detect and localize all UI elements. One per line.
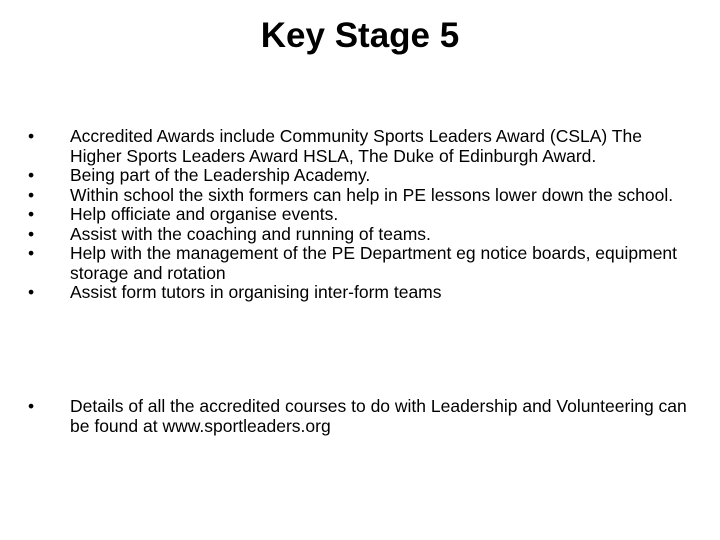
bullet-icon: • bbox=[28, 165, 35, 185]
slide-title: Key Stage 5 bbox=[260, 16, 460, 55]
bullet-icon: • bbox=[28, 396, 35, 416]
bullet-icon: • bbox=[28, 126, 35, 146]
list-item bbox=[28, 397, 688, 436]
list-item bbox=[28, 205, 688, 225]
bullet-text: Help with the management of the PE Department eg notice boards, equipment storage and rotation bbox=[70, 243, 678, 283]
footer-bullet-list bbox=[28, 397, 688, 436]
bullet-icon: • bbox=[28, 223, 35, 244]
bullet-list bbox=[28, 127, 688, 303]
bullet-text: Assist form tutors in organising inter-form teams bbox=[70, 282, 442, 302]
bullet-text: Accredited Awards include Community Sports Leaders Award (CSLA) The Higher Sports Leaders Award HSLA, The Duke of Edinburgh Award. bbox=[70, 126, 642, 166]
list-item bbox=[28, 166, 688, 186]
list-item bbox=[28, 283, 688, 303]
list-item bbox=[28, 186, 688, 206]
bullet-icon: • bbox=[28, 243, 35, 263]
bullet-text: Details of all the accredited courses to do with Leadership and Volunteering can be found at www.sportleaders.org bbox=[70, 396, 687, 436]
list-item bbox=[28, 244, 688, 283]
list-item bbox=[28, 225, 688, 245]
list-item bbox=[28, 127, 688, 166]
bullet-text: Help officiate and organise events. bbox=[70, 204, 339, 224]
bullet-text: Assist with the coaching and running of teams. bbox=[70, 223, 431, 244]
bullet-icon: • bbox=[28, 184, 35, 205]
bullet-icon: • bbox=[28, 282, 35, 302]
bullet-text: Within school the sixth formers can help in PE lessons lower down the school. bbox=[70, 184, 674, 205]
bullet-text: Being part of the Leadership Academy. bbox=[70, 165, 371, 185]
bullet-icon: • bbox=[28, 204, 35, 224]
